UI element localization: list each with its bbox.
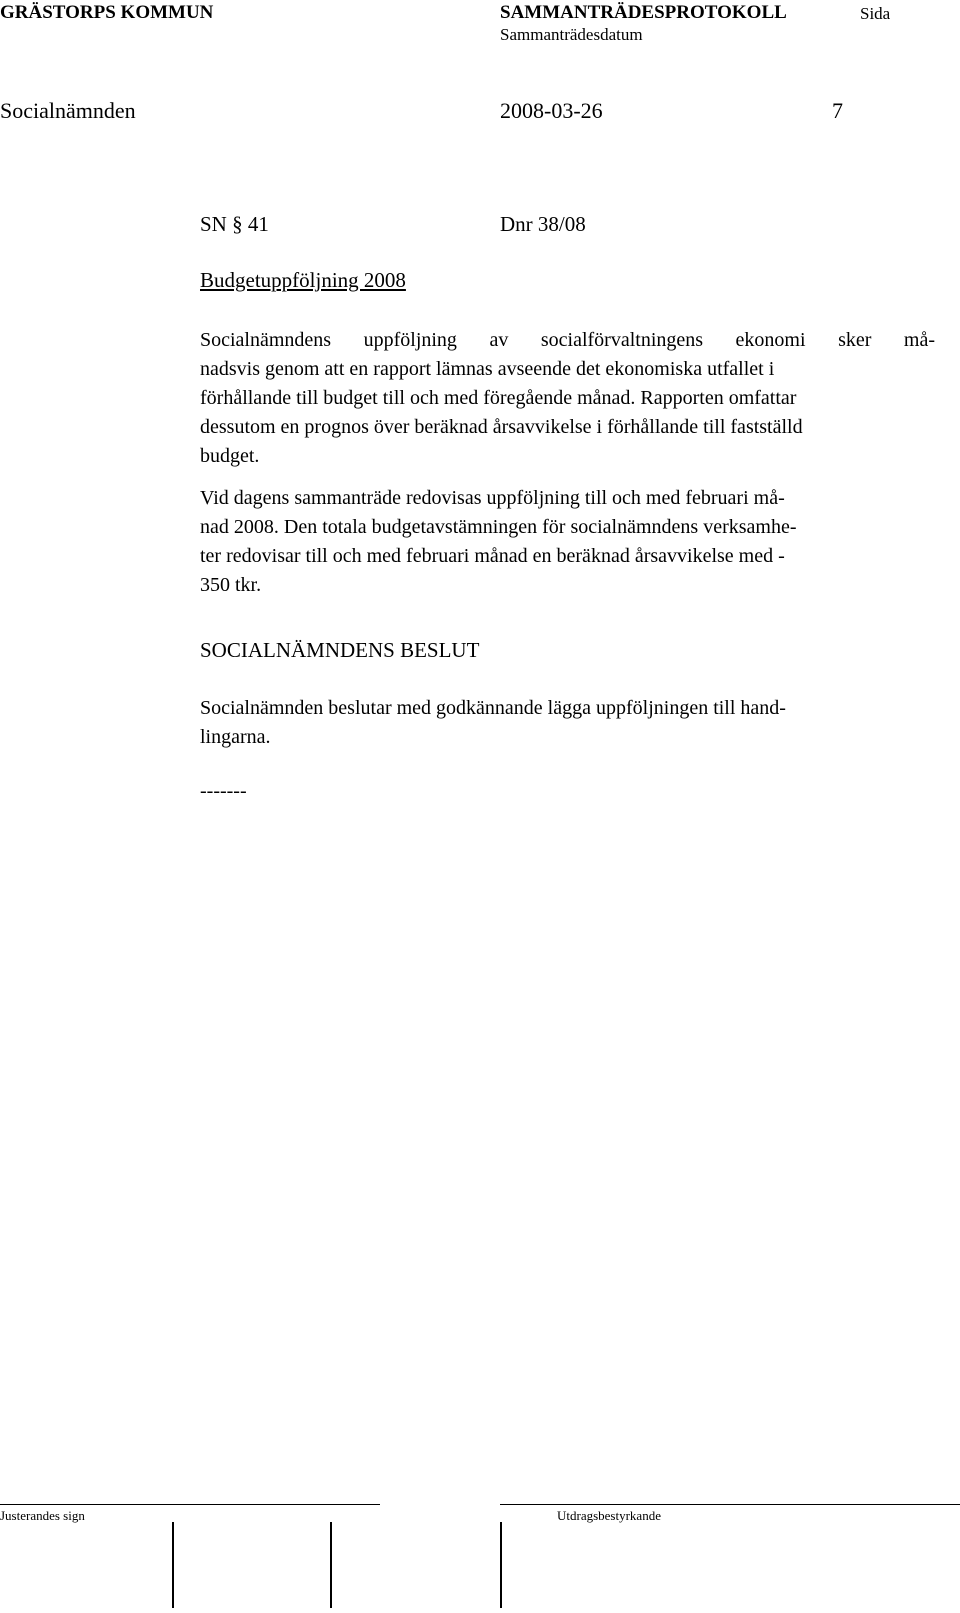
- paragraph-1: [200, 326, 935, 471]
- paragraph-1-line: nadsvis genom att en rapport lämnas avseende det ekonomiska utfallet i: [200, 358, 775, 380]
- decision-text: [200, 694, 935, 752]
- paragraph-1-line: Socialnämndens uppföljning av socialförvaltningens ekonomi sker må-: [200, 329, 935, 351]
- committee-name: Socialnämnden: [0, 98, 136, 123]
- paragraph-1-line: budget.: [200, 445, 260, 467]
- page-label: Sida: [860, 4, 891, 23]
- paragraph-2-line: nad 2008. Den totala budgetavstämningen för socialnämndens verksamhe-: [200, 516, 797, 538]
- paragraph-1-line: förhållande till budget till och med föregående månad. Rapporten omfattar: [200, 387, 797, 409]
- decision-line: Socialnämnden beslutar med godkännande lägga uppföljningen till hand-: [200, 697, 786, 719]
- signature-box-divider: [172, 1522, 174, 1608]
- meeting-date: 2008-03-26: [500, 98, 603, 123]
- paragraph-2-line: 350 tkr.: [200, 574, 262, 596]
- paragraph-1-line: dessutom en prognos över beräknad årsavvikelse i förhållande till fastställd: [200, 416, 803, 438]
- footer-rule-left: [0, 1504, 380, 1505]
- footer-signature-label: Justerandes sign: [0, 1508, 85, 1523]
- decision-heading: SOCIALNÄMNDENS BESLUT: [200, 638, 480, 662]
- protocol-title: SAMMANTRÄDESPROTOKOLL: [500, 2, 787, 23]
- item-title: Budgetuppföljning 2008: [200, 268, 406, 292]
- separator-dashes: -------: [200, 780, 247, 802]
- item-dnr: Dnr 38/08: [500, 212, 586, 236]
- paragraph-2-line: Vid dagens sammanträde redovisas uppföljning till och med februari må-: [200, 487, 785, 509]
- footer-rule-right: [500, 1504, 960, 1505]
- decision-line: lingarna.: [200, 726, 271, 748]
- municipality-name: GRÄSTORPS KOMMUN: [0, 2, 214, 23]
- paragraph-2-line: ter redovisar till och med februari månad en beräknad årsavvikelse med -: [200, 545, 785, 567]
- paragraph-2: [200, 484, 935, 600]
- item-number: SN § 41: [200, 212, 269, 236]
- signature-box-divider: [330, 1522, 332, 1608]
- page-number: 7: [832, 98, 843, 123]
- footer-certification-label: Utdragsbestyrkande: [557, 1508, 661, 1523]
- date-label: Sammanträdesdatum: [500, 25, 643, 44]
- signature-box-divider: [500, 1522, 502, 1608]
